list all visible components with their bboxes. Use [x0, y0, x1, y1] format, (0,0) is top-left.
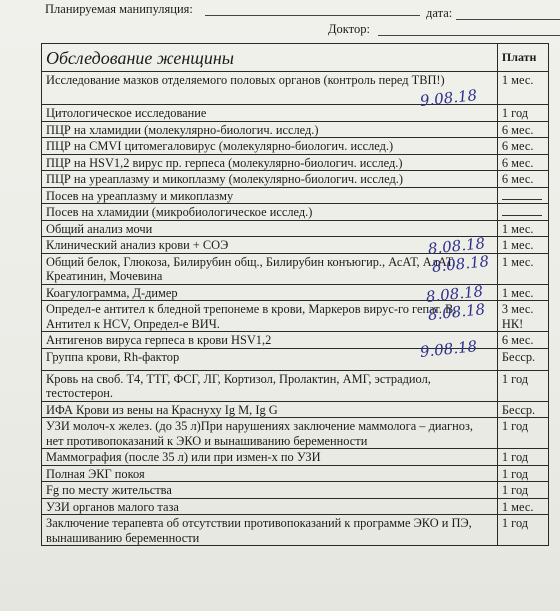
row-pay: 1 мес. [497, 220, 548, 237]
row-pay: 1 год [497, 482, 548, 499]
row-pay: 1 год [497, 418, 548, 449]
date-underline [456, 19, 560, 20]
row-pay: 1 год [497, 105, 548, 122]
row-pay: 1 мес. [497, 253, 548, 284]
handwritten-date: 9.08.18 [419, 337, 478, 361]
table-row: Общий белок, Глюкоза, Билирубин общ., Билирубин конъюгир., АсАТ, АлАТ, Креатинин, Мочевина [42, 253, 498, 284]
table-row: Посев на уреаплазму и микоплазму [42, 187, 498, 204]
table-row: Коагулограмма, Д-димер [42, 284, 498, 301]
handwritten-date: 8.08.18 [425, 282, 484, 306]
row-pay: 1 год [497, 515, 548, 546]
row-pay: 6 мес. [497, 138, 548, 155]
row-pay-empty [497, 187, 548, 204]
row-pay: 1 год [497, 465, 548, 482]
handwritten-date: 8.08.18 [427, 234, 486, 258]
handwritten-date: 8.08.18 [427, 300, 486, 324]
table-row: Антигенов вируса герпеса в крови HSV1,2 [42, 332, 498, 349]
empty-dash [502, 199, 542, 200]
handwritten-date: 9.08.18 [419, 86, 478, 110]
table-row: Общий анализ мочи [42, 220, 498, 237]
table-title: Обследование женщины [42, 44, 498, 72]
pay-column-header: Платн [497, 44, 548, 72]
table-row: ПЦР на HSV1,2 вирус пр. герпеса (молекулярно-биологич. исслед.) [42, 154, 498, 171]
row-pay: Бесср. [497, 348, 548, 370]
row-pay: 3 мес. НК! [497, 301, 548, 332]
manipulation-underline [205, 15, 420, 16]
row-pay-empty [497, 204, 548, 221]
row-pay: 6 мес. [497, 121, 548, 138]
doctor-label: Доктор: [328, 22, 370, 36]
handwritten-date: 8.08.18 [431, 252, 490, 276]
empty-dash [502, 215, 542, 216]
date-label: дата: [426, 6, 453, 20]
row-pay: 6 мес. [497, 332, 548, 349]
table-row: ПЦР на хламидии (молекулярно-биологич. исслед.) [42, 121, 498, 138]
table-row: Определ-е антител к бледной трепонеме в крови, Маркеров вирус-го гепат. В, Антител к HCV, Определ-е ВИЧ. [42, 301, 498, 332]
table-row: Полная ЭКГ покоя [42, 465, 498, 482]
row-pay: Бесср. [497, 401, 548, 418]
table-row: Посев на хламидии (микробиологическое исслед.) [42, 204, 498, 221]
table-row: ПЦР на CMVI цитомегаловирус (молекулярно-биологич. исслед.) [42, 138, 498, 155]
row-pay: 1 мес. [497, 498, 548, 515]
table-row: ПЦР на уреаплазму и микоплазму (молекулярно-биологич. исслед.) [42, 171, 498, 188]
table-row: Группа крови, Rh-фактор [42, 348, 498, 370]
table-row: Fg по месту жительства [42, 482, 498, 499]
table-row: УЗИ молоч-х желез. (до 35 л)При нарушениях заключение маммолога – диагноз, нет противопоказаний к ЭКО и вынашиванию беременности [42, 418, 498, 449]
row-pay: 6 мес. [497, 171, 548, 188]
table-row: Заключение терапевта об отсутствии противопоказаний к программе ЭКО и ПЭ, вынашиванию беременности [42, 515, 498, 546]
table-row: Клинический анализ крови + СОЭ [42, 237, 498, 254]
row-pay: 1 мес. [497, 237, 548, 254]
table-row: Цитологическое исследование [42, 105, 498, 122]
table-row: Маммография (после 35 л) или при измен-х по УЗИ [42, 449, 498, 466]
table-row: УЗИ органов малого таза [42, 498, 498, 515]
table-row: Исследование мазков отделяемого половых органов (контроль перед ТВП!) [42, 72, 498, 105]
row-pay: 1 год [497, 370, 548, 401]
planned-manipulation-label: Планируемая манипуляция: [45, 2, 193, 16]
table-row: Кровь на своб. Т4, ТТГ, ФСГ, ЛГ, Кортизол, Пролактин, АМГ, эстрадиол, тестостерон. [42, 370, 498, 401]
row-pay: 1 год [497, 449, 548, 466]
row-pay: 6 мес. [497, 154, 548, 171]
row-pay: 1 мес. [497, 72, 548, 105]
table-row: ИФА Крови из вены на Краснуху Ig M, Ig G [42, 401, 498, 418]
row-pay: 1 мес. [497, 284, 548, 301]
doctor-underline [378, 35, 560, 36]
